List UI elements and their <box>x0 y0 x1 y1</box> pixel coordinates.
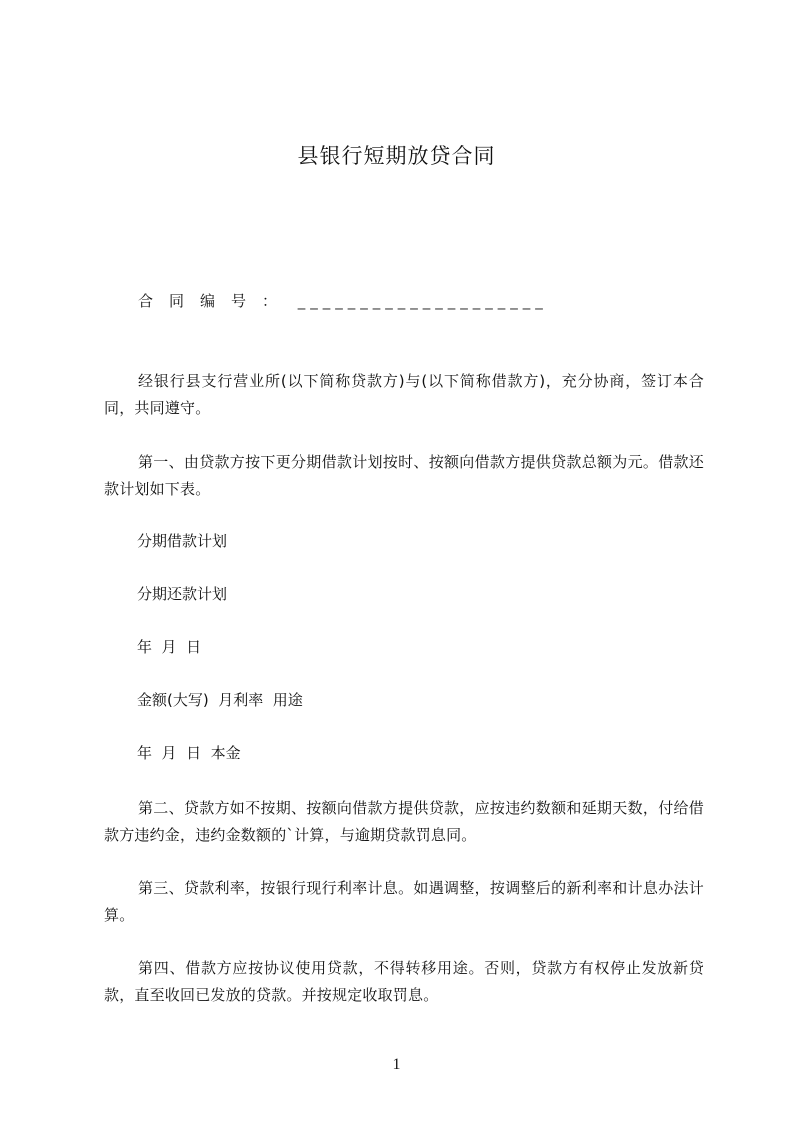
installment-borrowing-plan-label: 分期借款计划 <box>137 532 228 550</box>
article-3-paragraph: 第三、贷款利率，按银行现行利率计息。如遇调整，按调整后的新利率和计息办法计算。 <box>104 879 704 924</box>
contract-number-blank: ____________________ <box>297 292 548 310</box>
contract-number-label: 合同编号： <box>138 292 294 310</box>
contract-number-line <box>138 289 708 313</box>
date-header-line: 年 月 日 <box>137 638 202 656</box>
amount-rate-purpose-line: 金额(大写) 月利率 用途 <box>137 691 303 709</box>
date-principal-line: 年 月 日 本金 <box>137 744 241 762</box>
article-2-paragraph: 第二、贷款方如不按期、按额向借款方提供贷款，应按违约数额和延期天数，付给借款方违约金，违约金数额的`计算，与逾期贷款罚息同。 <box>104 799 704 844</box>
article-4-paragraph: 第四、借款方应按协议使用贷款，不得转移用途。否则，贷款方有权停止发放新贷款，直至收回已发放的贷款。并按规定收取罚息。 <box>104 959 704 1004</box>
document-title: 县银行短期放贷合同 <box>297 144 496 168</box>
page-number: 1 <box>392 1056 401 1073</box>
installment-repayment-plan-label: 分期还款计划 <box>137 585 228 603</box>
article-1-paragraph: 第一、由贷款方按下更分期借款计划按时、按额向借款方提供贷款总额为元。借款还款计划如下表。 <box>104 453 704 498</box>
intro-paragraph: 经银行县支行营业所(以下简称贷款方)与(以下简称借款方)，充分协商，签订本合同，共同遵守。 <box>104 372 704 417</box>
